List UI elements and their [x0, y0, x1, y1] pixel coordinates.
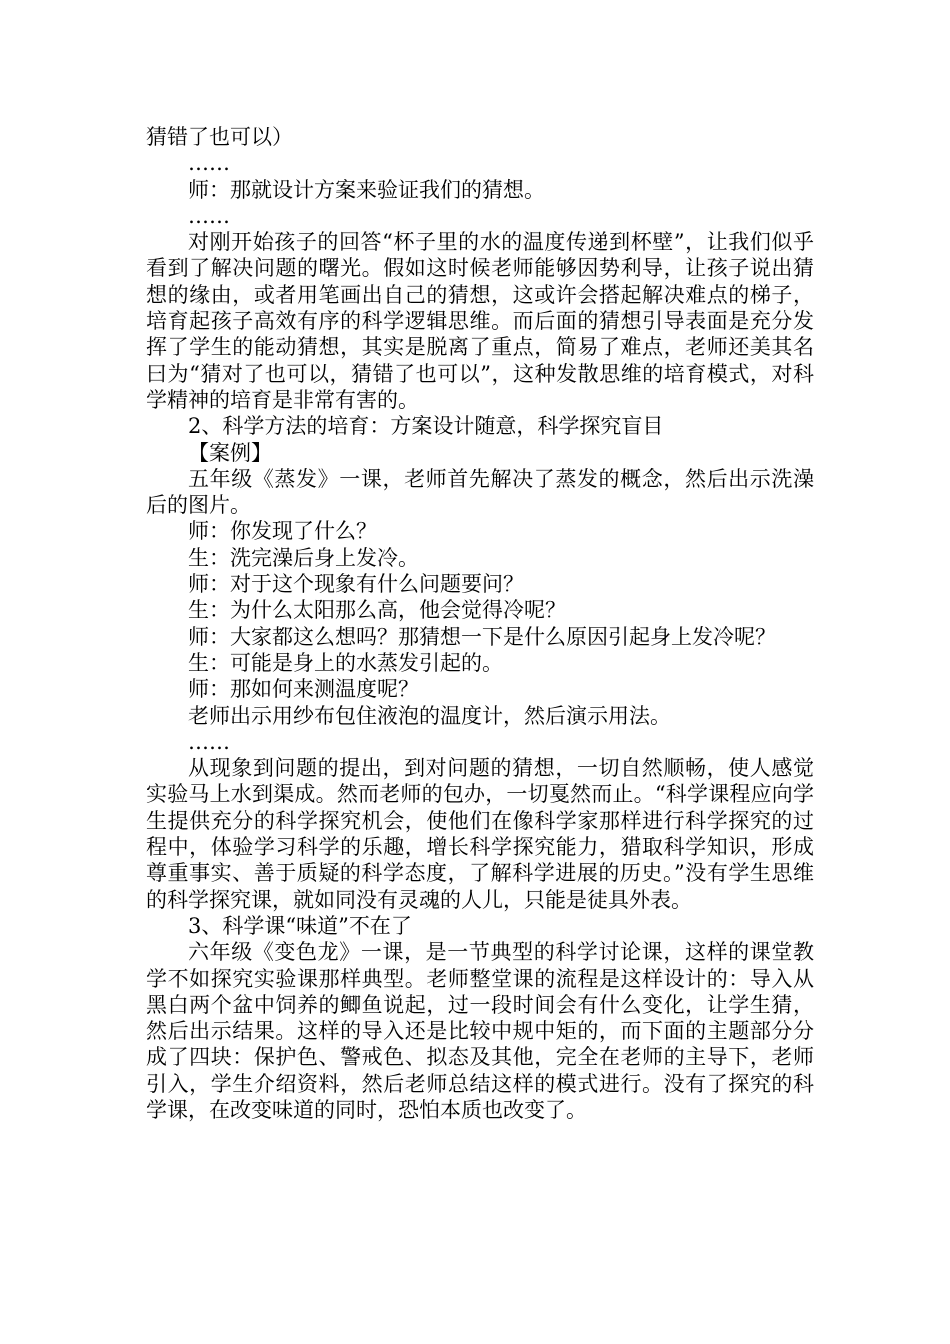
student-line: 生：为什么太阳那么高，他会觉得冷呢？	[188, 598, 566, 623]
teacher-line: 师：对于这个现象有什么问题要问？	[188, 572, 524, 597]
teacher-line: 师：你发现了什么？	[188, 519, 377, 544]
case-label: 【案例】	[188, 440, 272, 465]
student-line: 生：可能是身上的水蒸发引起的。	[188, 650, 503, 675]
narration-line: 老师出示用纱布包住液泡的温度计，然后演示用法。	[188, 703, 671, 728]
ellipsis-line: ……	[188, 203, 230, 228]
student-line: 生：洗完澡后身上发冷。	[188, 545, 419, 570]
analysis-paragraph: 六年级《变色龙》一课，是一节典型的科学讨论课，这样的课堂教学不如探究实验课那样典型。老师整堂课的流程是这样设计的：导入从黑白两个盆中饲养的鲫鱼说起，过一段时间会有什么变化，让学生猜，然后出示结果。这样的导入还是比较中规中矩的，而下面的主题部分分成了四块：保护色、警戒色、拟态及其他，完全在老师的主导下，老师引入，学生介绍资料，然后老师总结这样的模式进行。没有了探究的科学课，在改变味道的同时，恐怕本质也改变了。	[146, 940, 814, 1122]
teacher-line: 师：那如何来测温度呢？	[188, 677, 419, 702]
document-body	[146, 124, 814, 1123]
ellipsis-line: ……	[188, 151, 230, 176]
paragraph-continuation: 猜错了也可以）	[146, 125, 293, 149]
teacher-line: 师：大家都这么想吗？那猜想一下是什么原因引起身上发冷呢？	[188, 624, 776, 649]
section-heading: 2、科学方法的培育：方案设计随意，科学探究盲目	[188, 414, 664, 439]
analysis-paragraph: 从现象到问题的提出，到对问题的猜想，一切自然顺畅，使人感觉实验马上水到渠成。然而老师的包办，一切戛然而止。“科学课程应向学生提供充分的科学探究机会，使他们在像科学家那样进行科学探究的过程中，体验学习科学的乐趣，增长科学探究能力，猎取科学知识，形成尊重事实、善于质疑的科学态度，了解科学进展的历史。”没有学生思维的科学探究课，就如同没有灵魂的人儿，只能是徒具外表。	[146, 756, 814, 912]
ellipsis-line: ……	[188, 729, 230, 754]
section-heading: 3、科学课“味道”不在了	[188, 913, 412, 938]
analysis-paragraph: 对刚开始孩子的回答“杯子里的水的温度传递到杯壁”，让我们似乎看到了解决问题的曙光。假如这时候老师能够因势利导，让孩子说出猜想的缘由，或者用笔画出自己的猜想，这或许会搭起解决难点的梯子，培育起孩子高效有序的科学逻辑思维。而后面的猜想引导表面是充分发挥了学生的能动猜想，其实是脱离了重点，简易了难点，老师还美其名曰为“猜对了也可以，猜错了也可以”，这种发散思维的培育模式，对科学精神的培育是非常有害的。	[146, 230, 814, 412]
case-intro-paragraph: 五年级《蒸发》一课，老师首先解决了蒸发的概念，然后出示洗澡后的图片。	[146, 466, 814, 518]
teacher-line: 师：那就设计方案来验证我们的猜想。	[188, 177, 545, 202]
